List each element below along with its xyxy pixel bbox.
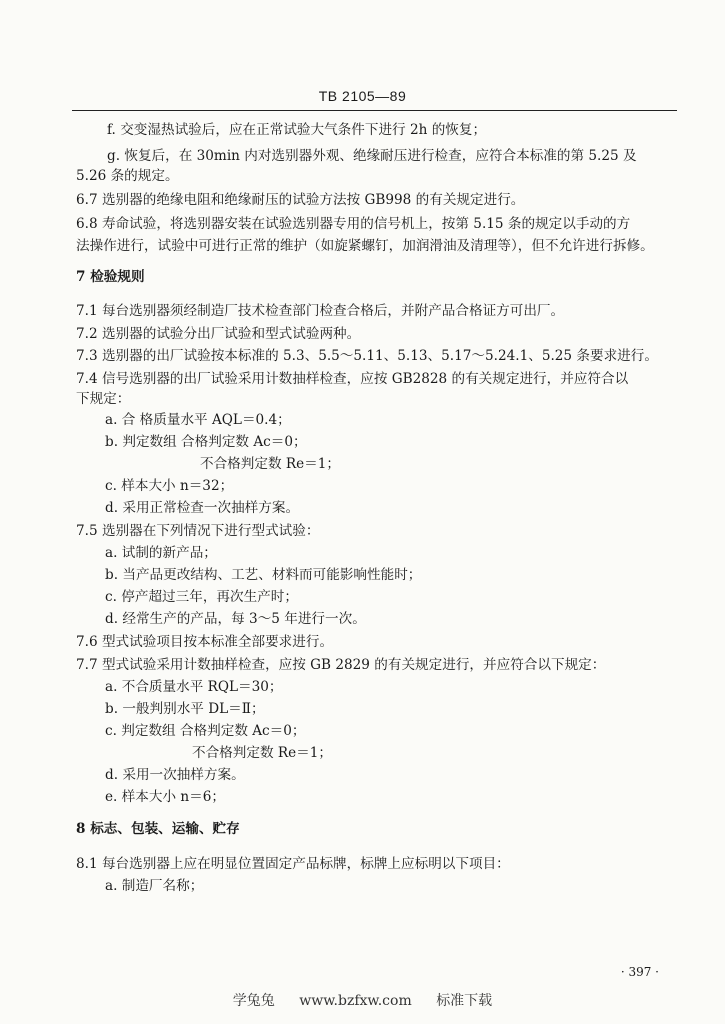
footer-tagline: 标准下载 [436,993,493,1009]
text-line: 法操作进行，试验中可进行正常的维护（如旋紧螺钉，加润滑油及清理等），但不允许进行拆修。 [76,238,654,254]
text-line: 6.7 选别器的绝缘电阻和绝缘耐压的试验方法按 GB998 的有关规定进行。 [76,192,525,208]
text-line: 7.1 每台选别器须经制造厂技术检查部门检查合格后，并附产品合格证方可出厂。 [76,303,565,319]
page-header: TB 2105—89 [318,88,407,104]
text-line: b. 当产品更改结构、工艺、材料而可能影响性能时； [105,567,422,583]
text-line: d. 采用正常检查一次抽样方案。 [105,500,300,516]
text-line: 下规定： [76,391,131,407]
text-line: f. 交变湿热试验后，应在正常试验大气条件下进行 2h 的恢复； [107,122,487,138]
page-number: · 397 · [620,965,659,979]
text-line: a. 不合质量水平 RQL＝30； [105,679,283,695]
text-line: 7.2 选别器的试验分出厂试验和型式试验两种。 [76,326,361,342]
text-line: 不合格判定数 Re＝1； [200,456,340,472]
text-line: 7.3 选别器的出厂试验按本标准的 5.3、5.5～5.11、5.13、5.17～5.24.1、5.25 条要求进行。 [76,348,658,364]
text-line: 8.1 每台选别器上应在明显位置固定产品标牌，标牌上应标明以下项目： [76,856,510,872]
text-line: d. 采用一次抽样方案。 [105,767,245,783]
text-line: 7.5 选别器在下列情况下进行型式试验： [76,523,320,539]
text-line: a. 试制的新产品； [105,545,217,561]
text-line: 不合格判定数 Re＝1； [192,745,332,761]
header-rule [72,110,677,111]
text-line: 7.6 型式试验项目按本标准全部要求进行。 [76,634,334,650]
text-line: 7.7 型式试验采用计数抽样检查，应按 GB 2829 的有关规定进行，并应符合以下规定： [76,657,606,673]
section-heading: 8 标志、包装、运输、贮存 [76,821,240,837]
text-line: a. 合 格质量水平 AQL＝0.4； [105,412,291,428]
text-line: a. 制造厂名称； [105,878,204,894]
watermark-footer [0,990,725,1010]
text-line: c. 停产超过三年，再次生产时； [105,589,298,605]
text-line: c. 判定数组 合格判定数 Ac＝0； [105,723,306,739]
footer-site-name: 学兔兔 [232,993,275,1009]
text-line: g. 恢复后，在 30min 内对选别器外观、绝缘耐压进行检查，应符合本标准的第 5.25 及 [107,148,637,164]
text-line: e. 样本大小 n＝6； [105,789,225,805]
section-heading: 7 检验规则 [76,269,145,285]
footer-url[interactable]: www.bzfxw.com [299,993,412,1009]
text-line: 5.26 条的规定。 [76,168,179,184]
text-line: 7.4 信号选别器的出厂试验采用计数抽样检查，应按 GB2828 的有关规定进行，并应符合以 [76,371,629,387]
text-line: b. 判定数组 合格判定数 Ac＝0； [105,434,307,450]
text-line: b. 一般判别水平 DL＝Ⅱ； [105,701,265,717]
text-line: d. 经常生产的产品，每 3～5 年进行一次。 [105,611,366,627]
text-line: c. 样本大小 n＝32； [105,478,234,494]
text-line: 6.8 寿命试验，将选别器安装在试验选别器专用的信号机上，按第 5.15 条的规定以手动的方 [76,216,631,232]
